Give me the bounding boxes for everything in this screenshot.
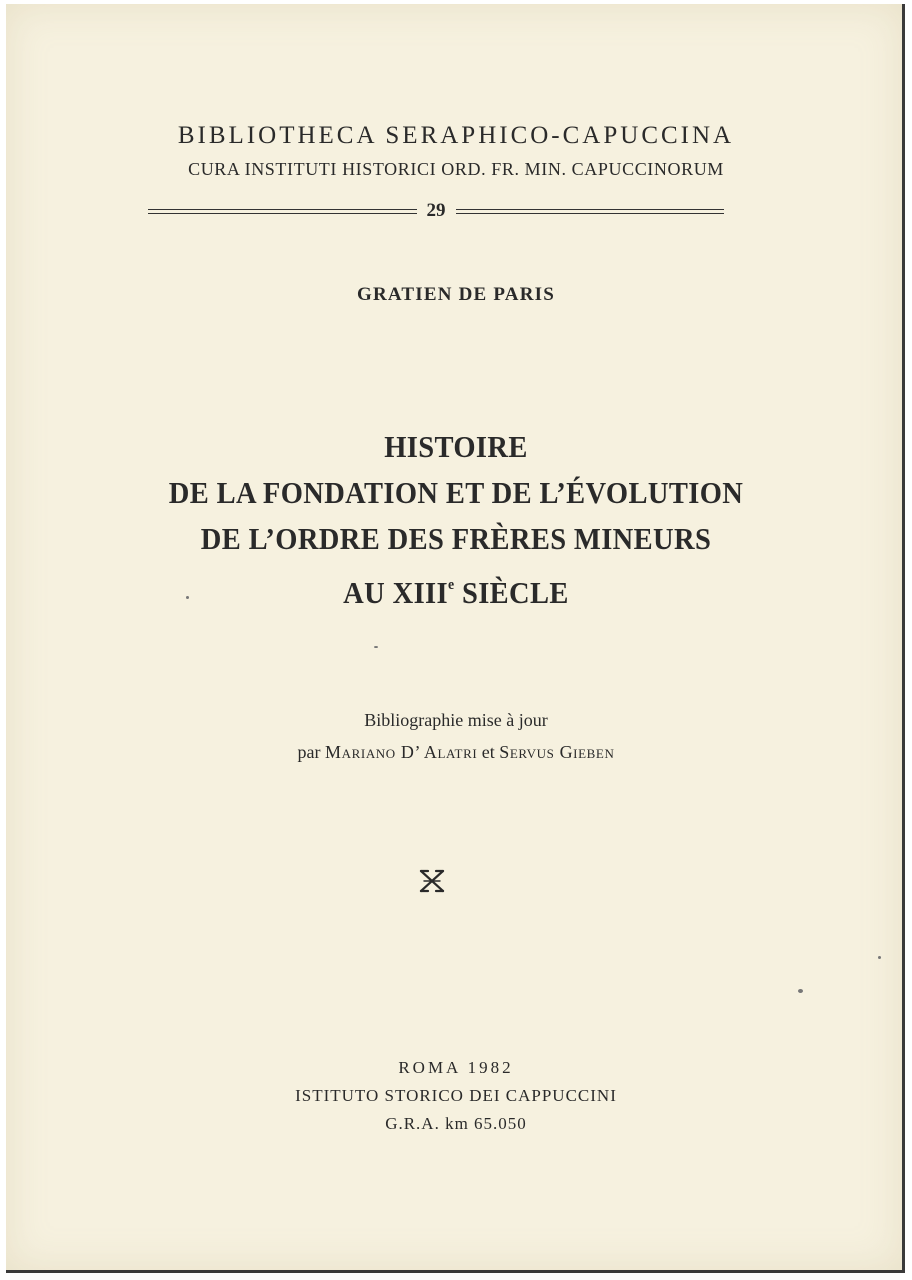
editor-name-1: Mariano D’ Alatri: [325, 742, 478, 762]
imprint: [0, 1054, 912, 1138]
series-number: 29: [426, 200, 446, 221]
author-name: GRATIEN DE PARIS: [357, 284, 555, 305]
editors-par: par: [297, 742, 321, 762]
series-title: BIBLIOTHECA SERAPHICO-CAPUCCINA: [177, 122, 735, 149]
book-cover: [6, 4, 905, 1273]
series-subtitle: CURA INSTITUTI HISTORICI ORD. FR. MIN. CAPUCCINORUM: [188, 159, 724, 179]
right-double-rule: [456, 209, 725, 214]
paper-speck: [798, 989, 803, 993]
editor-name-2: Servus Gieben: [499, 742, 615, 762]
series-number-rule: [148, 200, 724, 222]
paper-speck: [878, 956, 881, 959]
left-double-rule: [148, 209, 417, 214]
title-line-4-post: SIÈCLE: [454, 575, 569, 610]
book-title: [36, 424, 875, 608]
bibliography-line: Bibliographie mise à jour: [364, 710, 548, 730]
title-line-2: DE LA FONDATION ET DE L’ÉVOLUTION: [168, 475, 744, 510]
editors-line: [0, 736, 912, 768]
paper-speck: [186, 596, 189, 599]
imprint-city-year: ROMA 1982: [398, 1058, 514, 1077]
bibliography-note: [0, 704, 912, 768]
imprint-address: G.R.A. km 65.050: [385, 1114, 527, 1133]
title-line-3: DE L’ORDRE DES FRÈRES MINEURS: [200, 521, 712, 556]
paper-speck: [374, 646, 378, 648]
title-line-1: HISTOIRE: [384, 429, 528, 464]
imprint-publisher: ISTITUTO STORICO DEI CAPPUCCINI: [295, 1086, 617, 1105]
editors-et: et: [481, 742, 495, 762]
title-century-superscript: e: [447, 577, 455, 593]
title-line-4: [36, 562, 875, 608]
title-line-4-pre: AU XIII: [343, 575, 448, 610]
crossed-emblem-icon: [418, 867, 446, 895]
